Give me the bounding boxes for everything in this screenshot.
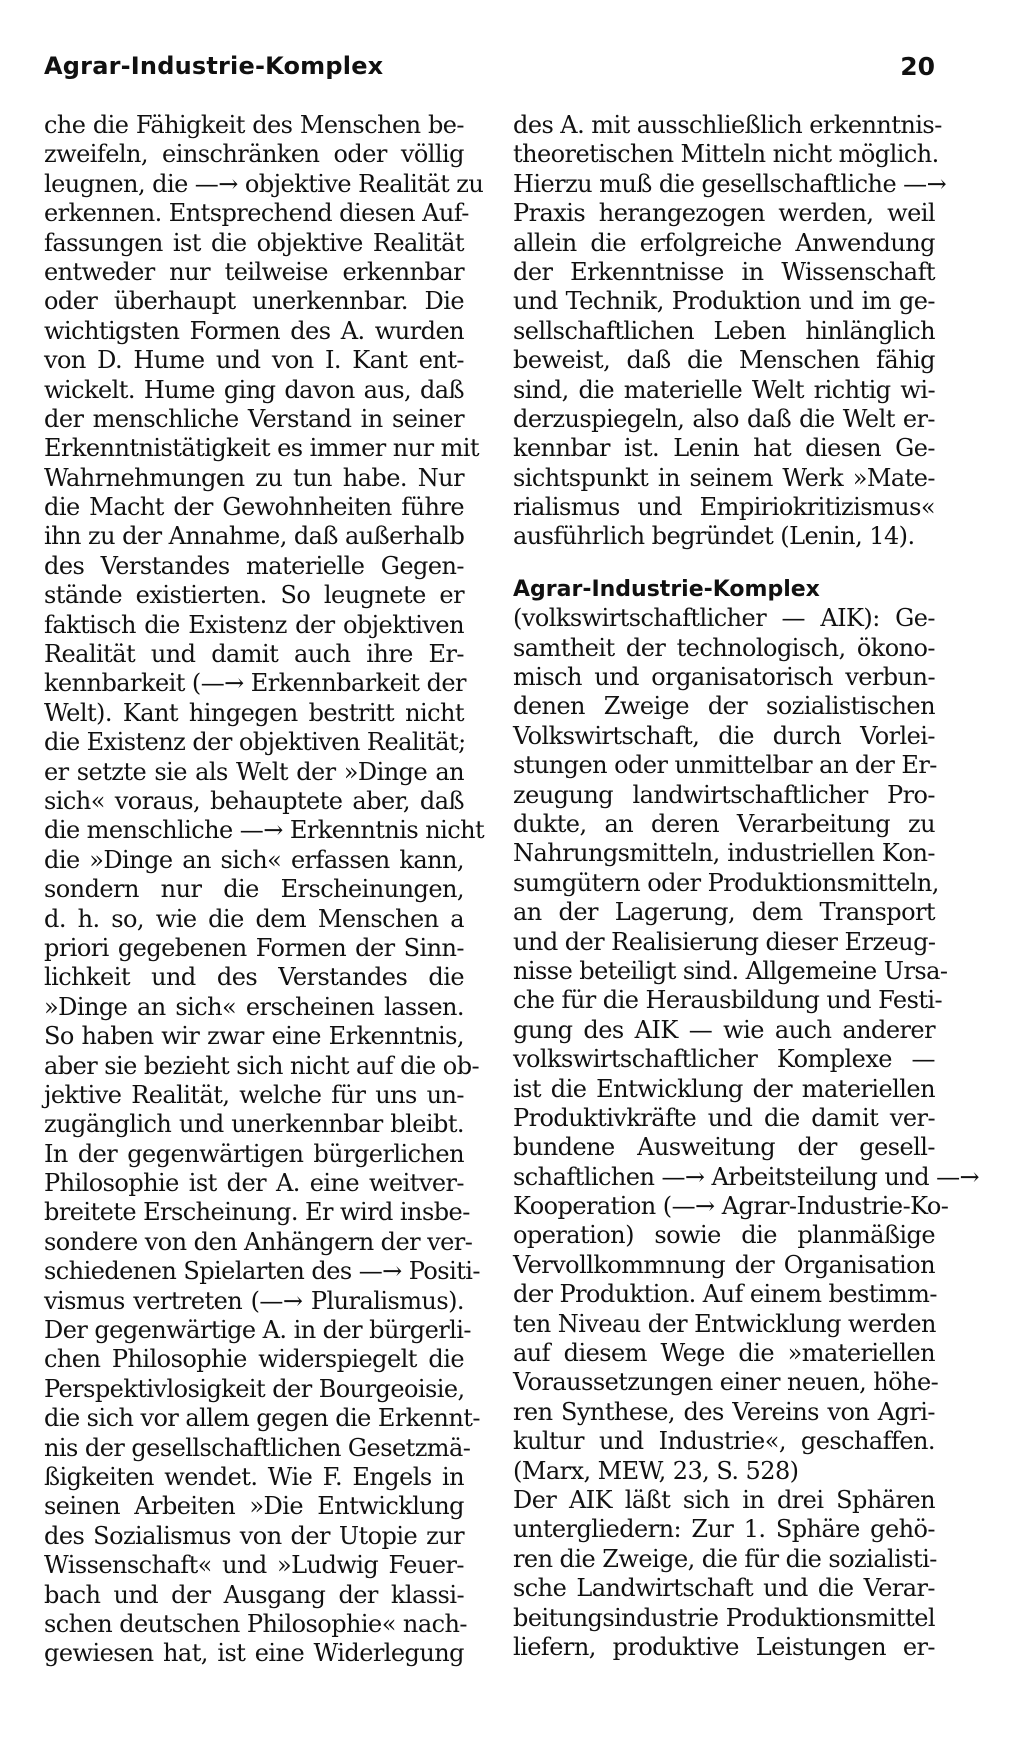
- text-line: dukte, an deren Verarbeitung zu: [513, 809, 935, 838]
- text-line: kennbar ist. Lenin hat diesen Ge-: [513, 434, 935, 463]
- text-line: seinen Arbeiten »Die Entwicklung: [44, 1492, 464, 1521]
- text-line: Realität und damit auch ihre Er-: [44, 640, 464, 669]
- text-line: gewiesen hat, ist eine Widerlegung: [44, 1639, 464, 1668]
- text-line: bundene Ausweitung der gesell-: [513, 1133, 935, 1162]
- text-line: sind, die materielle Welt richtig wi-: [513, 375, 935, 404]
- text-line: schaftlichen —→ Arbeitsteilung und —→: [513, 1162, 980, 1191]
- text-line: kennbarkeit (—→ Erkennbarkeit der: [44, 669, 466, 698]
- text-line: Volkswirtschaft, die durch Vorlei-: [513, 721, 935, 750]
- text-line: oder überhaupt unerkennbar. Die: [44, 287, 464, 316]
- text-line: priori gegebenen Formen der Sinn-: [44, 933, 464, 962]
- text-line: ren Synthese, des Vereins von Agri-: [513, 1397, 935, 1426]
- text-line: sellschaftlichen Leben hinlänglich: [513, 316, 935, 345]
- page-number: 20: [900, 52, 935, 81]
- text-line: fassungen ist die objektive Realität: [44, 228, 464, 257]
- text-line: chen Philosophie widerspiegelt die: [44, 1345, 464, 1374]
- text-line: volkswirtschaftlicher Komplexe —: [513, 1045, 935, 1074]
- text-line: che für die Herausbildung und Festi-: [513, 986, 943, 1015]
- text-line: von D. Hume und von I. Kant ent-: [44, 346, 464, 375]
- text-line: zeugung landwirtschaftlicher Pro-: [513, 780, 935, 809]
- text-line: beweist, daß die Menschen fähig: [513, 346, 935, 375]
- text-line: derzuspiegeln, also daß die Welt er-: [513, 404, 935, 433]
- text-line: des A. mit ausschließlich erkenntnis-: [513, 111, 942, 139]
- left-column: [44, 111, 485, 1669]
- text-line: und der Realisierung dieser Erzeug-: [513, 927, 936, 956]
- running-head: Agrar-Industrie-Komplex: [44, 52, 384, 80]
- entry-body: [513, 604, 980, 1662]
- right-column-continuation: [513, 111, 947, 552]
- text-line: wichtigsten Formen des A. wurden: [44, 316, 464, 345]
- text-line: rialismus und Empiriokritizismus«: [513, 493, 935, 522]
- text-line: jektive Realität, welche für uns un-: [44, 1080, 464, 1109]
- text-line: zugänglich und unerkennbar bleibt.: [44, 1110, 464, 1139]
- text-line: ausführlich begründet (Lenin, 14).: [513, 522, 915, 551]
- text-line: (volkswirtschaftlicher — AIK): Ge-: [513, 604, 935, 633]
- text-line: Der gegenwärtige A. in der bürgerli-: [44, 1316, 471, 1345]
- text-line: d. h. so, wie die dem Menschen a: [44, 904, 464, 933]
- text-line: die »Dinge an sich« erfassen kann,: [44, 845, 464, 874]
- text-line: schen deutschen Philosophie« nach-: [44, 1609, 467, 1638]
- text-line: die sich vor allem gegen die Erkennt-: [44, 1404, 480, 1433]
- text-line: die Existenz der objektiven Realität;: [44, 728, 466, 757]
- text-line: der Erkenntnisse in Wissenschaft: [513, 257, 935, 286]
- text-line: Produktivkräfte und die damit ver-: [513, 1103, 935, 1132]
- text-line: samtheit der technologisch, ökono-: [513, 633, 935, 662]
- text-line: Philosophie ist der A. eine weitver-: [44, 1169, 464, 1198]
- text-line: Der AIK läßt sich in drei Sphären: [513, 1485, 935, 1514]
- text-line: lichkeit und des Verstandes die: [44, 963, 464, 992]
- text-line: der menschliche Verstand in seiner: [44, 404, 464, 433]
- text-line: operation) sowie die planmäßige: [513, 1221, 935, 1250]
- text-line: Voraussetzungen einer neuen, höhe-: [513, 1368, 939, 1397]
- text-line: sche Landwirtschaft und die Verar-: [513, 1574, 935, 1603]
- text-line: die Macht der Gewohnheiten führe: [44, 493, 464, 522]
- text-line: nisse beteiligt sind. Allgemeine Ursa-: [513, 956, 948, 985]
- text-line: Perspektivlosigkeit der Bourgeoisie,: [44, 1374, 465, 1403]
- text-line: vismus vertreten (—→ Pluralismus).: [44, 1286, 464, 1315]
- entry-spacing: [513, 552, 935, 575]
- text-line: che die Fähigkeit des Menschen be-: [44, 111, 464, 139]
- text-line: auf diesem Wege die »materiellen: [513, 1339, 935, 1368]
- text-line: gung des AIK — wie auch anderer: [513, 1015, 935, 1044]
- text-line: aber sie bezieht sich nicht auf die ob-: [44, 1051, 480, 1080]
- text-line: er setzte sie als Welt der »Dinge an: [44, 757, 464, 786]
- text-line: Wahrnehmungen zu tun habe. Nur: [44, 463, 464, 492]
- text-line: faktisch die Existenz der objektiven: [44, 610, 464, 639]
- text-line: liefern, produktive Leistungen er-: [513, 1632, 935, 1661]
- text-line: Vervollkommnung der Organisation: [513, 1250, 935, 1279]
- text-line: sondere von den Anhängern der ver-: [44, 1227, 473, 1256]
- text-line: ist die Entwicklung der materiellen: [513, 1074, 935, 1103]
- text-line: erkennen. Entsprechend diesen Auf-: [44, 199, 469, 228]
- text-line: und Technik, Produktion und im ge-: [513, 287, 935, 316]
- text-line: theoretischen Mitteln nicht möglich.: [513, 140, 939, 169]
- text-line: kultur und Industrie«, geschaffen.: [513, 1427, 935, 1456]
- text-line: sichtspunkt in seinem Werk »Mate-: [513, 463, 935, 492]
- text-line: ren die Zweige, die für die sozialisti-: [513, 1544, 937, 1573]
- page-header: [44, 52, 935, 92]
- text-line: an der Lagerung, dem Transport: [513, 898, 935, 927]
- text-line: der Produktion. Auf einem bestimm-: [513, 1280, 937, 1309]
- text-line: ßigkeiten wendet. Wie F. Engels in: [44, 1462, 464, 1491]
- text-line: die menschliche —→ Erkenntnis nicht: [44, 816, 485, 845]
- text-line: misch und organisatorisch verbun-: [513, 663, 935, 692]
- text-line: (Marx, MEW, 23, S. 528): [513, 1456, 799, 1485]
- text-line: sumgütern oder Produktionsmitteln,: [513, 868, 939, 897]
- text-line: schiedenen Spielarten des —→ Positi-: [44, 1257, 480, 1286]
- text-line: beitungsindustrie Produktionsmittel: [513, 1603, 935, 1632]
- text-line: sondern nur die Erscheinungen,: [44, 875, 464, 904]
- text-line: Wissenschaft« und »Ludwig Feuer-: [44, 1551, 464, 1580]
- text-line: In der gegenwärtigen bürgerlichen: [44, 1139, 464, 1168]
- text-line: Welt). Kant hingegen bestritt nicht: [44, 698, 464, 727]
- text-line: ihn zu der Annahme, daß außerhalb: [44, 522, 465, 551]
- text-line: Erkenntnistätigkeit es immer nur mit: [44, 434, 480, 463]
- text-line: breitete Erscheinung. Er wird insbe-: [44, 1198, 470, 1227]
- text-line: wickelt. Hume ging davon aus, daß: [44, 375, 464, 404]
- text-line: denen Zweige der sozialistischen: [513, 692, 935, 721]
- text-line: zweifeln, einschränken oder völlig: [44, 140, 464, 169]
- text-line: leugnen, die —→ objektive Realität zu: [44, 169, 484, 198]
- text-line: allein die erfolgreiche Anwendung: [513, 228, 935, 257]
- text-line: bach und der Ausgang der klassi-: [44, 1580, 464, 1609]
- text-line: untergliedern: Zur 1. Sphäre gehö-: [513, 1515, 935, 1544]
- text-line: ten Niveau der Entwicklung werden: [513, 1309, 936, 1338]
- text-line: Hierzu muß die gesellschaftliche —→: [513, 169, 947, 198]
- text-line: des Verstandes materielle Gegen-: [44, 551, 464, 580]
- text-line: »Dinge an sich« erscheinen lassen.: [44, 992, 464, 1021]
- text-line: Nahrungsmitteln, industriellen Kon-: [513, 839, 935, 868]
- entry-heading: Agrar-Industrie-Komplex: [513, 576, 820, 602]
- text-line: Praxis herangezogen werden, weil: [513, 199, 935, 228]
- right-column: [513, 111, 980, 1662]
- text-line: Kooperation (—→ Agrar-Industrie-Ko-: [513, 1192, 949, 1221]
- text-line: nis der gesellschaftlichen Gesetzmä-: [44, 1433, 471, 1462]
- text-line: So haben wir zwar eine Erkenntnis,: [44, 1022, 464, 1051]
- text-line: des Sozialismus von der Utopie zur: [44, 1521, 464, 1550]
- text-line: sich« voraus, behauptete aber, daß: [44, 786, 464, 815]
- text-line: entweder nur teilweise erkennbar: [44, 257, 464, 286]
- text-line: stungen oder unmittelbar an der Er-: [513, 751, 937, 780]
- text-line: stände existierten. So leugnete er: [44, 581, 464, 610]
